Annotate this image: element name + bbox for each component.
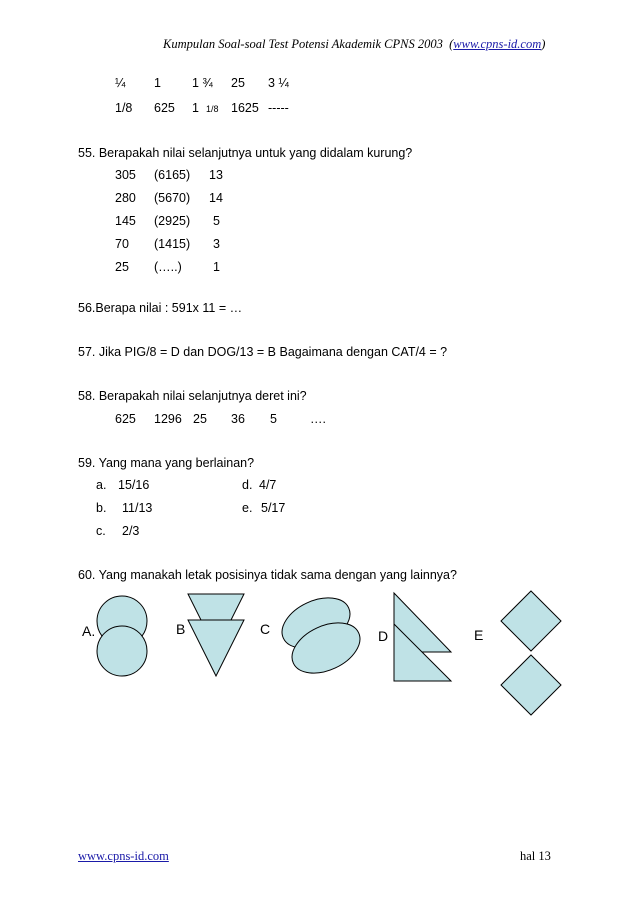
header-paren-open: (	[449, 37, 454, 51]
q55-cell: (6165)	[154, 168, 191, 182]
fraction-cell: 1/8	[115, 101, 133, 115]
fraction-cell: 3 ¼	[268, 76, 289, 90]
option-value: 4/7	[259, 478, 277, 492]
figure-label-d: D	[378, 628, 389, 644]
series-value: 625	[115, 412, 136, 426]
q55-cell: 25	[115, 260, 129, 274]
q55-cell: 14	[209, 191, 223, 205]
q55-cell: 70	[115, 237, 129, 251]
series-value: 1296	[154, 412, 182, 426]
figure-a-circles	[97, 596, 147, 676]
question-60: 60. Yang manakah letak posisinya tidak sama dengan yang lainnya?	[78, 568, 457, 582]
page-number: hal 13	[520, 849, 551, 863]
figure-c-ellipses	[274, 588, 368, 683]
question-59: 59. Yang mana yang berlainan?	[78, 456, 255, 470]
q55-cell: (…..)	[154, 260, 182, 274]
q55-cell: 145	[115, 214, 136, 228]
header-link[interactable]: www.cpns-id.com	[453, 37, 542, 51]
fraction-cell: 1 ¾	[192, 76, 213, 90]
series-value: 5	[270, 412, 277, 426]
fraction-cell: 1	[154, 76, 161, 90]
footer-link[interactable]: www.cpns-id.com	[78, 849, 169, 863]
option-letter: a.	[96, 478, 107, 492]
fraction-cell: ¼	[115, 76, 126, 90]
q55-cell: 13	[209, 168, 223, 182]
series-value: 36	[231, 412, 245, 426]
option-value: 2/3	[122, 524, 140, 538]
figure-d-triangles	[394, 593, 451, 681]
option-value: 11/13	[122, 501, 153, 515]
q55-cell: (1415)	[154, 237, 191, 251]
series-value: ….	[310, 412, 326, 426]
q55-cell: 5	[213, 214, 220, 228]
q55-cell: 305	[115, 168, 136, 182]
q55-cell: (5670)	[154, 191, 191, 205]
figure-label-c: C	[260, 621, 271, 637]
header-title: Kumpulan Soal-soal Test Potensi Akademik CPNS 2003	[163, 37, 443, 51]
fraction-cell: 625	[154, 101, 175, 115]
figure-label-a: A.	[82, 623, 96, 639]
fraction-cell: 25	[231, 76, 245, 90]
q55-cell: 1	[213, 260, 220, 274]
option-letter: e.	[242, 501, 253, 515]
question-56: 56.Berapa nilai : 591x 11 = …	[78, 301, 243, 315]
q55-cell: 3	[213, 237, 220, 251]
option-letter: b.	[96, 501, 107, 515]
figure-e-diamonds	[501, 591, 561, 715]
question-57: 57. Jika PIG/8 = D dan DOG/13 = B Bagaimana dengan CAT/4 = ?	[78, 345, 448, 359]
option-value: 15/16	[118, 478, 150, 492]
option-value: 5/17	[261, 501, 286, 515]
figure-label-b: B	[176, 621, 186, 637]
q55-cell: (2925)	[154, 214, 191, 228]
fraction-cell: 1625	[231, 101, 259, 115]
question-58: 58. Berapakah nilai selanjutnya deret ini?	[78, 389, 307, 403]
fraction-cell-small: 1/8	[206, 104, 219, 114]
fraction-cell: 1	[192, 101, 199, 115]
q55-cell: 280	[115, 191, 136, 205]
header-paren-close: )	[541, 37, 546, 51]
question-55: 55. Berapakah nilai selanjutnya untuk yang didalam kurung?	[78, 146, 413, 160]
option-letter: d.	[242, 478, 253, 492]
figure-b-triangles	[188, 594, 244, 676]
figure-label-e: E	[474, 627, 484, 643]
fraction-cell: -----	[268, 101, 289, 115]
series-value: 25	[193, 412, 207, 426]
option-letter: c.	[96, 524, 106, 538]
